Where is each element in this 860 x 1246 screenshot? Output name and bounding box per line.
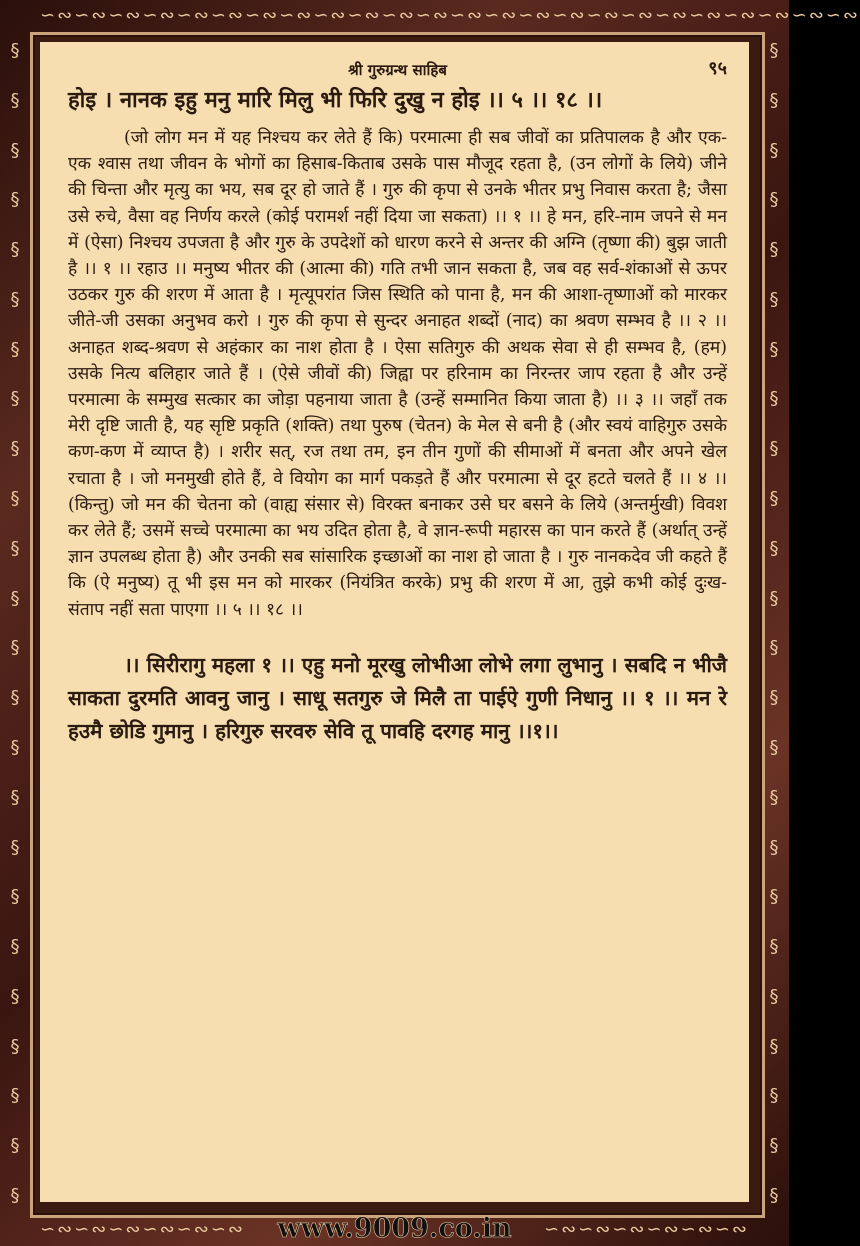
commentary-paragraph: (जो लोग मन में यह निश्चय कर लेते हैं कि) परमात्मा ही सब जीवों का प्रतिपालक है और एक-एक श्वास तथा जीवन के भोगों का हिसाब-किताब उसके पास मौजूद रहता है, (उन लोगों के लिये) जीने की चिन्ता और मृत्यु का भय, सब दूर हो जाते हैं । गुरु की कृपा से उनके भीतर प्रभु निवास करता है; जैसा उसे रुचे, वैसा वह निर्णय करले (कोई परामर्श नहीं दिया जा सकता) ।। १ ।। हे मन, हरि-नाम जपने से मन में (ऐसा) निश्चय उपजता है और गुरु के उपदेशों को धारण करने से अन्तर की अग्नि (तृष्णा की) बुझ जाती है ।। १ ।। रहाउ ।। मनुष्य भीतर की (आत्मा की) गति तभी जान सकता है, जब वह सर्व-शंकाओं से ऊपर उठकर गुरु की शरण में आता है । मृत्यूपरांत जिस स्थिति को पाना है, मन की आशा-तृष्णाओं को मारकर जीते-जी उसका अनुभव करो । गुरु की कृपा से सुन्दर अनाहत शब्दों (नाद) का श्रवण सम्भव है ।। २ ।। अनाहत शब्द-श्रवण से अहंकार का नाश होता है । ऐसा सतिगुरु की अथक सेवा से ही सम्भव है, (हम) उसके नित्य बलिहार जाते हैं । (ऐसे जीवों की) जिह्वा पर हरिनाम का निरन्तर जाप रहता है और उन्हें परमात्मा के सम्मुख सत्कार का जोड़ा पहनाया जाता है (उन्हें सम्मानित किया जाता है) ।। ३ ।। जहाँ तक मेरी दृष्टि जाती है, यह सृष्टि प्रकृति (शक्ति) तथा पुरुष (चेतन) के मेल से बनी है (और स्वयं वाहिगुरु उसके कण-कण में व्याप्त है) । शरीर सत्, रज तथा तम, इन तीन गुणों की सीमाओं में बनता और अपने खेल रचाता है । जो मनमुखी होते हैं, वे वियोग का मार्ग पकड़ते हैं और परमात्मा से दूर हटते चलते हैं ।। ४ ।। (किन्तु) जो मन की चेतना को (वाह्य संसार से) विरक्त बनाकर उसे घर बसने के लिये (अन्तर्मुखी) विवश कर लेते हैं; उसमें सच्चे परमात्मा का भय उदित होता है, वे ज्ञान-रूपी महारस का पान करते हैं (अर्थात् उन्हें ज्ञान उपलब्ध होता है) और उनकी सब सांसारिक इच्छाओं का नाश हो जाता है । गुरु नानकदेव जी कहते हैं कि (ऐ मनुष्य) तू भी इस मन को मारकर (नियंत्रित करके) प्रभु की शरण में आ, तुझे कभी कोई दुःख-संताप नहीं सता पाएगा ।। ५ ।। १८ ।। <box>68 128 727 620</box>
frame-border-right: § § § § § § § § § § § § § § § § § § § § § § § § <box>769 40 779 1206</box>
scripture-page <box>40 42 749 1202</box>
website-url <box>0 1214 789 1246</box>
verse-bottom: ।। सिरीरागु महला १ ।। एहु मनो मूरखु लोभीआ लोभे लगा लुभानु । सबदि न भीजै साकता दुरमति आवनु जानु । साधू सतगुरु जे मिलै ता पाईऐ गुणी निधानु ।। १ ।। मन रे हउमै छोडि गुमानु । हरिगुरु सरवरु सेवि तू पावहि दरगह मानु ।।१।। <box>68 652 727 743</box>
verse-top: होइ । नानक इहु मनु मारि मिलु भी फिरि दुखु न होइ ।। ५ ।। १८ ।। <box>68 87 603 113</box>
running-title: श्री गुरुग्रन्थ साहिब <box>348 61 447 79</box>
page-number: ९५ <box>708 58 727 79</box>
running-head <box>68 42 727 82</box>
frame-border-bottom: ∽∾∽∾∽∾∽∾∽∾∽∾ ∽∾∽∾∽∾∽∾∽∾∽∾ <box>40 1218 749 1240</box>
frame-border-top: ∽∾∽∾∽∾∽∾∽∾∽∾∽∾∽∾∽∾∽∾∽∾∽∾∽∾∽∾∽∾∽∾∽∾∽∾∽∾∽∾∽∾∽∾∽∾∽∾ <box>40 4 860 26</box>
frame-border-left: § § § § § § § § § § § § § § § § § § § § § § § § <box>10 40 20 1206</box>
website-url-text: www.9009.co.in <box>277 1213 512 1244</box>
